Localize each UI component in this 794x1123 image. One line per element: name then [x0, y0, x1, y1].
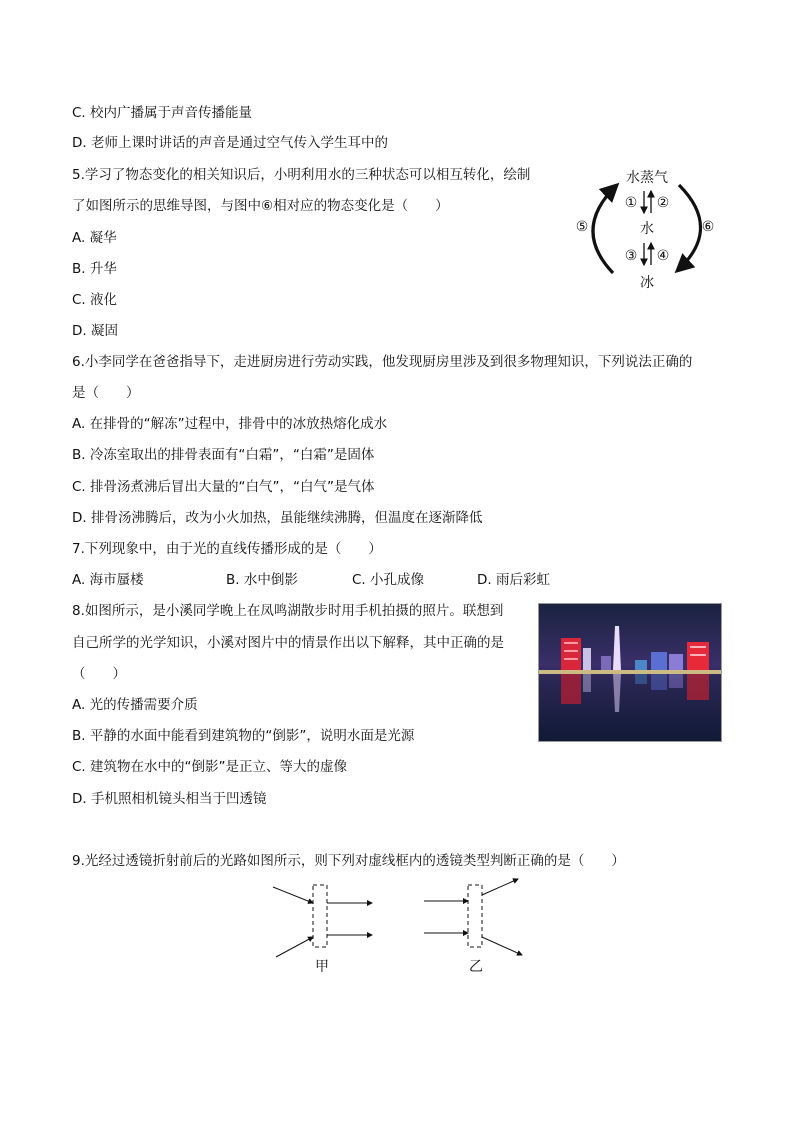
q8-option-b: B. 平静的水面中能看到建筑物的“倒影”，说明水面是光源: [72, 728, 415, 744]
label-yi: 乙: [469, 959, 483, 975]
label-n4: ④: [656, 248, 670, 264]
q8-stem-line-2: 自己所学的光学知识，小溪对图片中的情景作出以下解释，其中正确的是: [72, 635, 504, 651]
label-n2: ②: [656, 195, 670, 211]
label-water-vapor: 水蒸气: [626, 170, 668, 186]
q7-option-c: C. 小孔成像: [352, 572, 425, 588]
label-n5: ⑤: [575, 219, 589, 235]
label-ice: 冰: [640, 275, 654, 291]
q4-option-c: C. 校内广播属于声音传播能量: [72, 105, 253, 121]
q8-option-d: D. 手机照相机镜头相当于凹透镜: [72, 791, 267, 807]
label-water: 水: [640, 221, 654, 237]
ray-yi-top-out: [482, 879, 518, 895]
q8-option-a: A. 光的传播需要介质: [72, 697, 198, 713]
arrow-6-curve: [677, 185, 701, 271]
q6-option-b: B. 冷冻室取出的排骨表面有“白霜”，“白霜”是固体: [72, 447, 375, 463]
q7-options-row: [72, 570, 592, 590]
q4-option-d: D. 老师上课时讲话的声音是通过空气传入学生耳中的: [72, 135, 388, 151]
q7-option-d: D. 雨后彩虹: [477, 572, 550, 588]
label-jia: 甲: [315, 959, 329, 975]
arrow-5-curve: [593, 185, 617, 273]
night-lake-photo: [538, 603, 722, 742]
q5-option-a: A. 凝华: [72, 230, 117, 246]
q8-stem-line-1: 8.如图所示，是小溪同学晚上在凤鸣湖散步时用手机拍摄的照片。联想到: [72, 603, 504, 619]
q5-option-c: C. 液化: [72, 292, 118, 308]
q6-option-a: A. 在排骨的“解冻”过程中，排骨中的冰放热熔化成水: [72, 416, 388, 432]
lens-box-yi: [468, 885, 482, 947]
q8-stem-line-3: （ ）: [72, 666, 126, 682]
label-n1: ①: [624, 195, 638, 211]
q7-stem: 7.下列现象中，由于光的直线传播形成的是（ ）: [72, 541, 382, 557]
lens-box-jia: [313, 885, 327, 947]
q5-option-b: B. 升华: [72, 261, 117, 277]
q5-stem-line-2: 了如图所示的思维导图，与图中⑥相对应的物态变化是（ ）: [72, 198, 449, 214]
ray-jia-top-in: [273, 887, 313, 903]
q7-option-b: B. 水中倒影: [226, 572, 298, 588]
q6-option-c: C. 排骨汤煮沸后冒出大量的“白气”，“白气”是气体: [72, 479, 375, 495]
q5-stem-line-1: 5.学习了物态变化的相关知识后，小明利用水的三种状态可以相互转化，绘制: [72, 167, 531, 183]
label-n3: ③: [624, 248, 638, 264]
label-n6: ⑥: [701, 219, 715, 235]
state-change-diagram: [565, 165, 725, 295]
q6-stem-line-1: 6.小李同学在爸爸指导下，走进厨房进行劳动实践，他发现厨房里涉及到很多物理知识，下列说法正确的: [72, 354, 693, 370]
q8-option-c: C. 建筑物在水中的“倒影”是正立、等大的虚像: [72, 759, 347, 775]
q7-option-a: A. 海市蜃楼: [72, 572, 144, 588]
q6-option-d: D. 排骨汤沸腾后，改为小火加热，虽能继续沸腾，但温度在逐渐降低: [72, 510, 483, 526]
q5-option-d: D. 凝固: [72, 323, 118, 339]
ray-jia-bottom-in: [276, 937, 313, 957]
q9-stem: 9.光经过透镜折射前后的光路如图所示，则下列对虚线框内的透镜类型判断正确的是（ ）: [72, 853, 625, 869]
lens-light-path-diagram: [268, 875, 528, 980]
ray-yi-bottom-out: [482, 937, 522, 955]
q6-stem-line-2: 是（ ）: [72, 385, 140, 401]
